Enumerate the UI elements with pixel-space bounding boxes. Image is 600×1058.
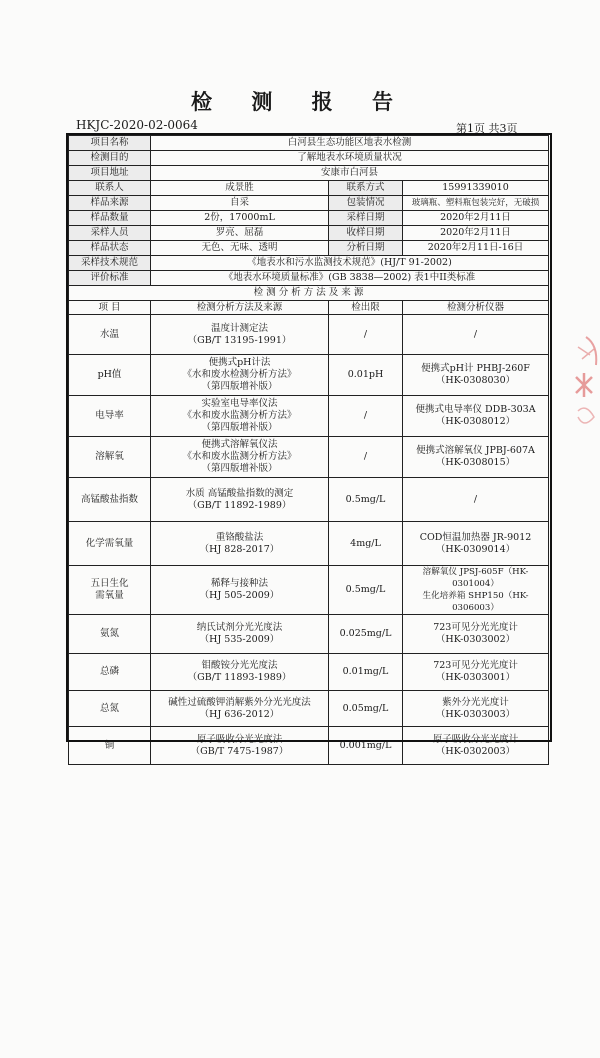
method-item: pH值 <box>69 355 151 396</box>
receive-date-label: 收样日期 <box>329 226 403 241</box>
method-item: 五日生化 需氧量 <box>69 566 151 615</box>
method-instrument: 便携式溶解氧仪 JPBJ-607A （HK-0308015） <box>403 437 549 478</box>
method-source: 实验室电导率仪法 《水和废水监测分析方法》 （第四版增补版） <box>151 396 329 437</box>
sampler: 罗亮、屈磊 <box>151 226 329 241</box>
standard-label: 评价标准 <box>69 271 151 286</box>
phone-label: 联系方式 <box>329 181 403 196</box>
method-limit: 0.01pH <box>329 355 403 396</box>
method-limit: 4mg/L <box>329 522 403 566</box>
analysis-date-label: 分析日期 <box>329 241 403 256</box>
method-instrument: 原子吸收分光光度计 （HK-0302003） <box>403 727 549 765</box>
methods-header-limit: 检出限 <box>329 301 403 315</box>
table-row <box>69 615 549 654</box>
method-limit: 0.05mg/L <box>329 691 403 727</box>
method-instrument: 723可见分光光度计 （HK-0303001） <box>403 654 549 691</box>
table-row <box>69 691 549 727</box>
table-row <box>69 478 549 522</box>
source: 自采 <box>151 196 329 211</box>
method-instrument: 便携式电导率仪 DDB-303A （HK-0308012） <box>403 396 549 437</box>
phone: 15991339010 <box>403 181 549 196</box>
methods-section-title: 检 测 分 析 方 法 及 来 源 <box>69 286 549 301</box>
method-instrument: 溶解氧仪 JPSJ-605F（HK-0301004） 生化培养箱 SHP150（HK-0306003） <box>403 566 549 615</box>
method-source: 便携式溶解氧仪法 《水和废水监测分析方法》 （第四版增补版） <box>151 437 329 478</box>
method-item: 氨氮 <box>69 615 151 654</box>
tech-spec: 《地表水和污水监测技术规范》(HJ/T 91-2002) <box>151 256 549 271</box>
method-item: 总磷 <box>69 654 151 691</box>
contact-label: 联系人 <box>69 181 151 196</box>
method-source: 重铬酸盐法 （HJ 828-2017） <box>151 522 329 566</box>
method-source: 纳氏试剂分光光度法 （HJ 535-2009） <box>151 615 329 654</box>
method-limit: / <box>329 315 403 355</box>
analysis-date: 2020年2月11日-16日 <box>403 241 549 256</box>
table-row <box>69 315 549 355</box>
table-row <box>69 437 549 478</box>
method-instrument: 紫外分光光度计 （HK-0303003） <box>403 691 549 727</box>
method-source: 原子吸收分光光度法 （GB/T 7475-1987） <box>151 727 329 765</box>
report-title: 检 测 报 告 <box>191 89 409 114</box>
method-item: 化学需氧量 <box>69 522 151 566</box>
tech-spec-label: 采样技术规范 <box>69 256 151 271</box>
method-source: 稀释与接种法 （HJ 505-2009） <box>151 566 329 615</box>
sampler-label: 采样人员 <box>69 226 151 241</box>
status-label: 样品状态 <box>69 241 151 256</box>
method-instrument: / <box>403 478 549 522</box>
method-item: 总氮 <box>69 691 151 727</box>
address-label: 项目地址 <box>69 166 151 181</box>
quantity: 2份，17000mL <box>151 211 329 226</box>
method-item: 电导率 <box>69 396 151 437</box>
package: 玻璃瓶、塑料瓶包装完好，无破损 <box>403 196 549 211</box>
method-item: 高锰酸盐指数 <box>69 478 151 522</box>
method-item: 溶解氧 <box>69 437 151 478</box>
seal-stamp-fragment <box>568 325 600 445</box>
method-source: 水质 高锰酸盐指数的测定 （GB/T 11892-1989） <box>151 478 329 522</box>
standard: 《地表水环境质量标准》(GB 3838—2002) 表1中II类标准 <box>151 271 549 286</box>
purpose: 了解地表水环境质量状况 <box>151 151 549 166</box>
method-instrument: / <box>403 315 549 355</box>
sampling-date-label: 采样日期 <box>329 211 403 226</box>
method-item: 铜 <box>69 727 151 765</box>
method-limit: 0.5mg/L <box>329 566 403 615</box>
method-instrument: 723可见分光光度计 （HK-0303002） <box>403 615 549 654</box>
method-limit: / <box>329 437 403 478</box>
report-table <box>68 135 549 765</box>
method-source: 温度计测定法 （GB/T 13195-1991） <box>151 315 329 355</box>
project-name: 白河县生态功能区地表水检测 <box>151 136 549 151</box>
method-limit: / <box>329 396 403 437</box>
status: 无色、无味、透明 <box>151 241 329 256</box>
page-info: 第1页 共3页 <box>456 122 518 135</box>
table-row <box>69 566 549 615</box>
method-item: 水温 <box>69 315 151 355</box>
method-limit: 0.025mg/L <box>329 615 403 654</box>
table-row <box>69 396 549 437</box>
purpose-label: 检测目的 <box>69 151 151 166</box>
method-limit: 0.01mg/L <box>329 654 403 691</box>
method-source: 便携式pH计法 《水和废水检测分析方法》 （第四版增补版） <box>151 355 329 396</box>
methods-header-instrument: 检测分析仪器 <box>403 301 549 315</box>
method-instrument: 便携式pH计 PHBJ-260F （HK-0308030） <box>403 355 549 396</box>
quantity-label: 样品数量 <box>69 211 151 226</box>
method-limit: 0.001mg/L <box>329 727 403 765</box>
method-source: 碱性过硫酸钾消解紫外分光光度法 （HJ 636-2012） <box>151 691 329 727</box>
methods-header-method: 检测分析方法及来源 <box>151 301 329 315</box>
table-row <box>69 522 549 566</box>
receive-date: 2020年2月11日 <box>403 226 549 241</box>
source-label: 样品来源 <box>69 196 151 211</box>
table-row <box>69 654 549 691</box>
address: 安康市白河县 <box>151 166 549 181</box>
package-label: 包装情况 <box>329 196 403 211</box>
methods-header-item: 项 目 <box>69 301 151 315</box>
table-row <box>69 727 549 765</box>
method-source: 钼酸铵分光光度法 （GB/T 11893-1989） <box>151 654 329 691</box>
contact: 成景胜 <box>151 181 329 196</box>
sampling-date: 2020年2月11日 <box>403 211 549 226</box>
method-limit: 0.5mg/L <box>329 478 403 522</box>
report-number: HKJC-2020-02-0064 <box>76 118 198 132</box>
table-row <box>69 355 549 396</box>
method-instrument: COD恒温加热器 JR-9012 （HK-0309014） <box>403 522 549 566</box>
project-name-label: 项目名称 <box>69 136 151 151</box>
